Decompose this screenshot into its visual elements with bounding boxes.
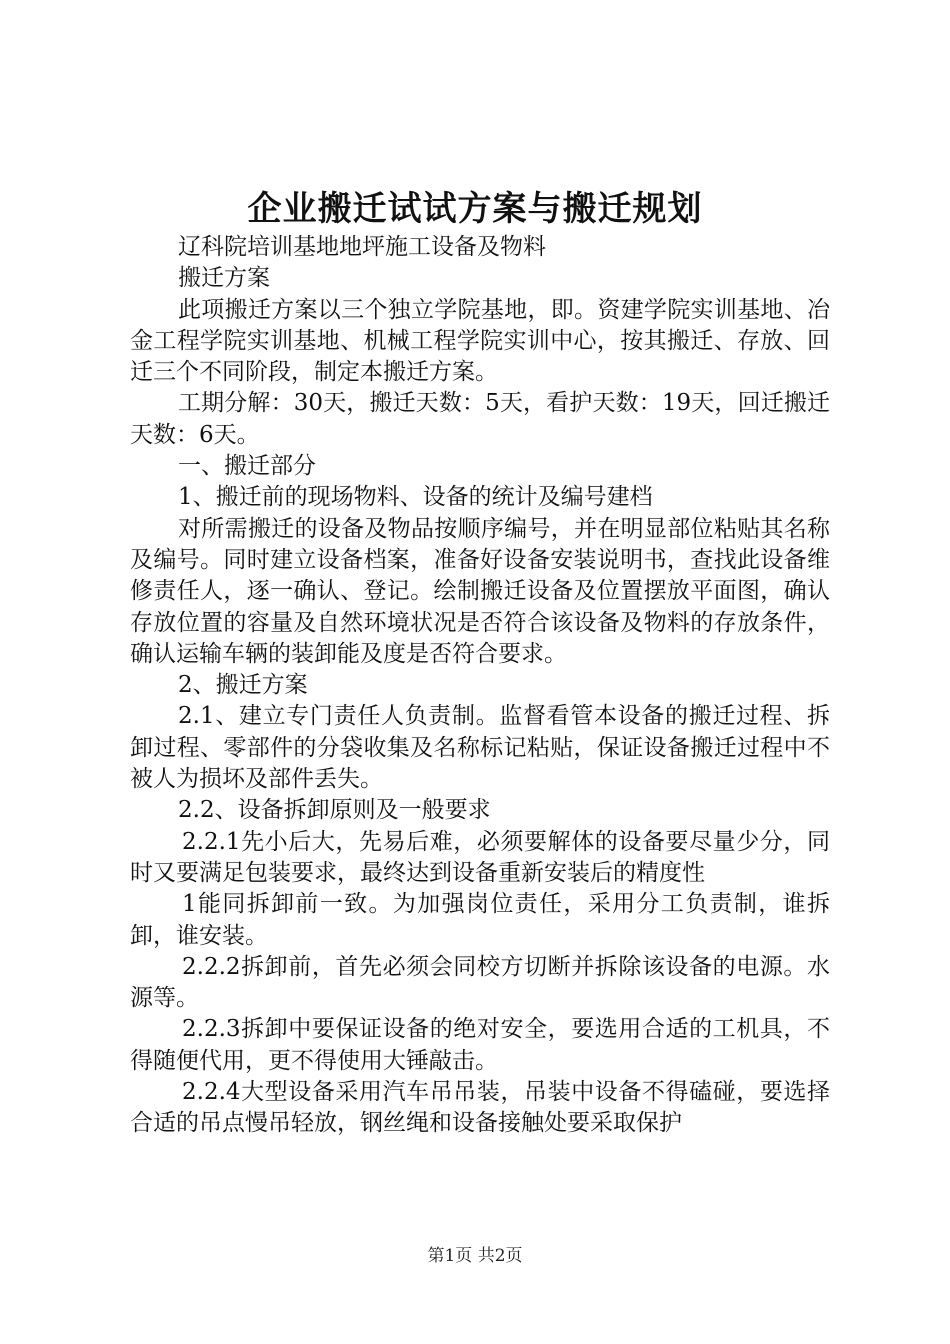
page-footer: 第1页 共2页 (427, 1246, 523, 1266)
paragraph-subtitle: 辽科院培训基地地坪施工设备及物料 (178, 234, 546, 260)
paragraph-plan-heading: 搬迁方案 (178, 265, 270, 292)
paragraph-inventory: 对所需搬迁的设备及物品按顺序编号，并在明显部位粘贴其名称及编号。同时建立设备档案，准备好设备安装说明书，查找此设备维修责任人，逐一确认、登记。绘制搬迁设备及位置摆放平面图，确认存放位置的容量及自然环境状况是否符合该设备及物料的存放条件，确认运输车辆的装卸能及度是否符合要求。 (130, 515, 830, 667)
document-body (130, 232, 830, 1140)
subsection-heading-plan: 2、搬迁方案 (178, 672, 308, 699)
paragraph-2-2-1: 2.2.1先小后大，先易后难，必须要解体的设备要尽量少分，同时又要满足包装要求，最终达到设备重新安装后的精度性 (130, 828, 830, 886)
section-heading-relocation: 一、搬迁部分 (178, 453, 316, 480)
paragraph-2-1: 2.1、建立专门责任人负责制。监督看管本设备的搬迁过程、拆卸过程、零部件的分袋收集及名称标记粘贴，保证设备搬迁过程中不被人为损坏及部件丢失。 (130, 703, 830, 793)
subsection-heading-inventory: 1、搬迁前的现场物料、设备的统计及编号建档 (178, 484, 653, 511)
paragraph-schedule: 工期分解：30天，搬迁天数：5天，看护天数：19天，回迁搬迁天数：6天。 (130, 390, 830, 448)
subsection-heading-2-2: 2.2、设备拆卸原则及一般要求 (178, 797, 491, 824)
paragraph-continuation: 1能同拆卸前一致。为加强岗位责任，采用分工负责制，谁拆卸，谁安装。 (130, 891, 830, 949)
paragraph-intro: 此项搬迁方案以三个独立学院基地，即。资建学院实训基地、冶金工程学院实训基地、机械工程学院实训中心，按其搬迁、存放、回迁三个不同阶段，制定本搬迁方案。 (130, 296, 830, 386)
paragraph-2-2-3: 2.2.3拆卸中要保证设备的绝对安全，要选用合适的工机具，不得随便代用，更不得使用大锤敲击。 (130, 1016, 830, 1074)
paragraph-2-2-4: 2.2.4大型设备采用汽车吊吊装，吊装中设备不得磕碰，要选择合适的吊点慢吊轻放，钢丝绳和设备接触处要采取保护 (130, 1079, 830, 1137)
document-title: 企业搬迁试试方案与搬迁规划 (247, 189, 703, 229)
paragraph-2-2-2: 2.2.2拆卸前，首先必须会同校方切断并拆除该设备的电源。水源等。 (130, 953, 830, 1012)
